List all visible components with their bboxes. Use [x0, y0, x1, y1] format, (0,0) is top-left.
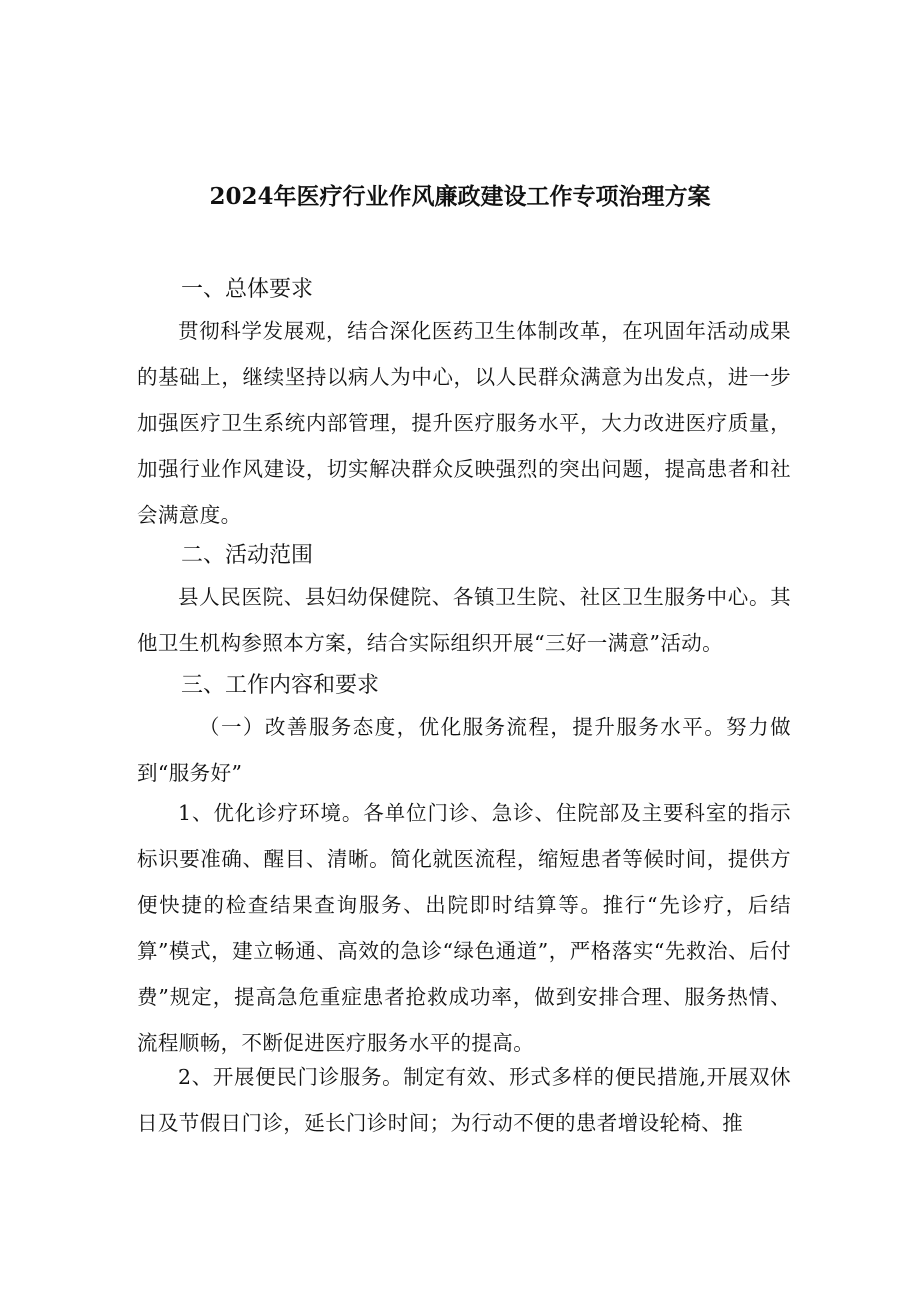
section-heading-activity-scope: 二、活动范围 — [181, 543, 314, 568]
document-title: 2024年医疗行业作风廉政建设工作专项治理方案 — [209, 183, 711, 210]
section-heading-work-content: 三、工作内容和要求 — [181, 673, 380, 698]
subsection-heading-service: （一）改善服务态度，优化服务流程，提升服务水平。努力做到“服务好” — [137, 715, 791, 785]
list-item-optimize-environment: 1、优化诊疗环境。各单位门诊、急诊、住院部及主要科室的指示标识要准确、醒目、清晰。简化就医流程，缩短患者等候时间，提供方便快捷的检查结果查询服务、出院即时结算等。推行“先诊疗，后结算”模式，建立畅通、高效的急诊“绿色通道”，严格落实“先救治、后付费”规定，提高急危重症患者抢救成功率，做到安排合理、服务热情、流程顺畅，不断促进医疗服务水平的提高。 — [137, 801, 791, 1055]
section-paragraph-overall-requirements: 贯彻科学发展观，结合深化医药卫生体制改革，在巩固年活动成果的基础上，继续坚持以病人为中心，以人民群众满意为出发点，进一步加强医疗卫生系统内部管理，提升医疗服务水平，大力改进医疗质量，加强行业作风建设，切实解决群众反映强烈的突出问题，提高患者和社会满意度。 — [137, 319, 791, 527]
list-item-convenience-clinic: 2、开展便民门诊服务。制定有效、形式多样的便民措施,开展双休日及节假日门诊，延长门诊时间；为行动不便的患者增设轮椅、推 — [137, 1065, 791, 1135]
section-paragraph-activity-scope: 县人民医院、县妇幼保健院、各镇卫生院、社区卫生服务中心。其他卫生机构参照本方案，结合实际组织开展“三好一满意”活动。 — [137, 585, 791, 655]
section-heading-overall-requirements: 一、总体要求 — [181, 277, 314, 302]
